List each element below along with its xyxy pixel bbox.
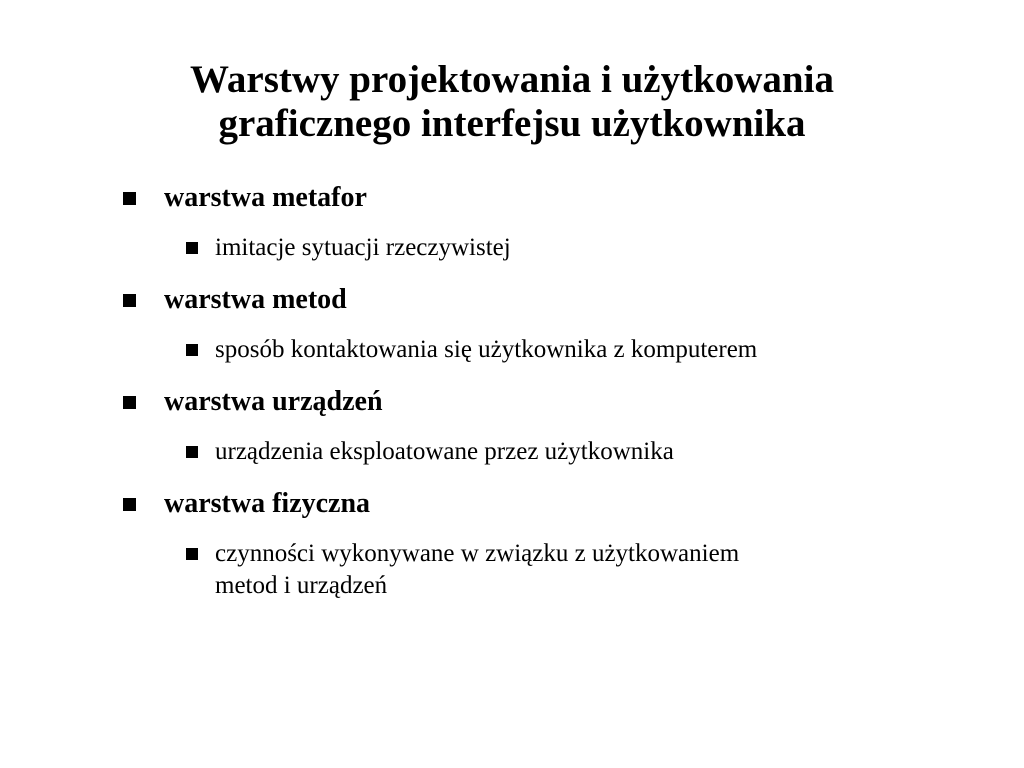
slide-title-line-2: graficznego interfejsu użytkownika [218,102,806,145]
slide-title-line-1: Warstwy projektowania i użytkowania [190,58,834,101]
square-bullet-icon [186,548,198,560]
sub-bullet-item [186,436,674,468]
sub-bullet-item [186,232,511,264]
sub-bullet-line: sposób kontaktowania się użytkownika z komputerem [215,336,758,363]
square-bullet-icon [123,192,136,205]
square-bullet-icon [186,344,198,356]
sub-bullet-text [215,538,739,602]
sub-bullet-text [215,334,757,366]
sub-bullet-text [215,232,511,264]
bullet-item-label: warstwa urządzeń [164,386,383,417]
sub-bullet-text [215,436,674,468]
sub-bullet-line: metod i urządzeń [215,572,388,599]
bullet-item-urzadzen [123,385,383,419]
sub-bullet-item [186,334,757,366]
bullet-item-label: warstwa fizyczna [164,488,371,519]
sub-bullet-line: imitacje sytuacji rzeczywistej [215,234,511,261]
sub-bullet-item [186,538,739,602]
sub-bullet-line: urządzenia eksploatowane przez użytkownika [215,438,674,465]
square-bullet-icon [123,294,136,307]
slide-title [0,58,1024,146]
sub-bullet-line: czynności wykonywane w związku z użytkowaniem [215,540,740,567]
square-bullet-icon [123,396,136,409]
square-bullet-icon [123,498,136,511]
bullet-item-metod [123,283,347,317]
square-bullet-icon [186,242,198,254]
square-bullet-icon [186,446,198,458]
bullet-item-metafor [123,181,367,215]
bullet-item-fizyczna [123,487,370,521]
bullet-item-label: warstwa metafor [164,182,367,213]
bullet-item-label: warstwa metod [164,284,347,315]
